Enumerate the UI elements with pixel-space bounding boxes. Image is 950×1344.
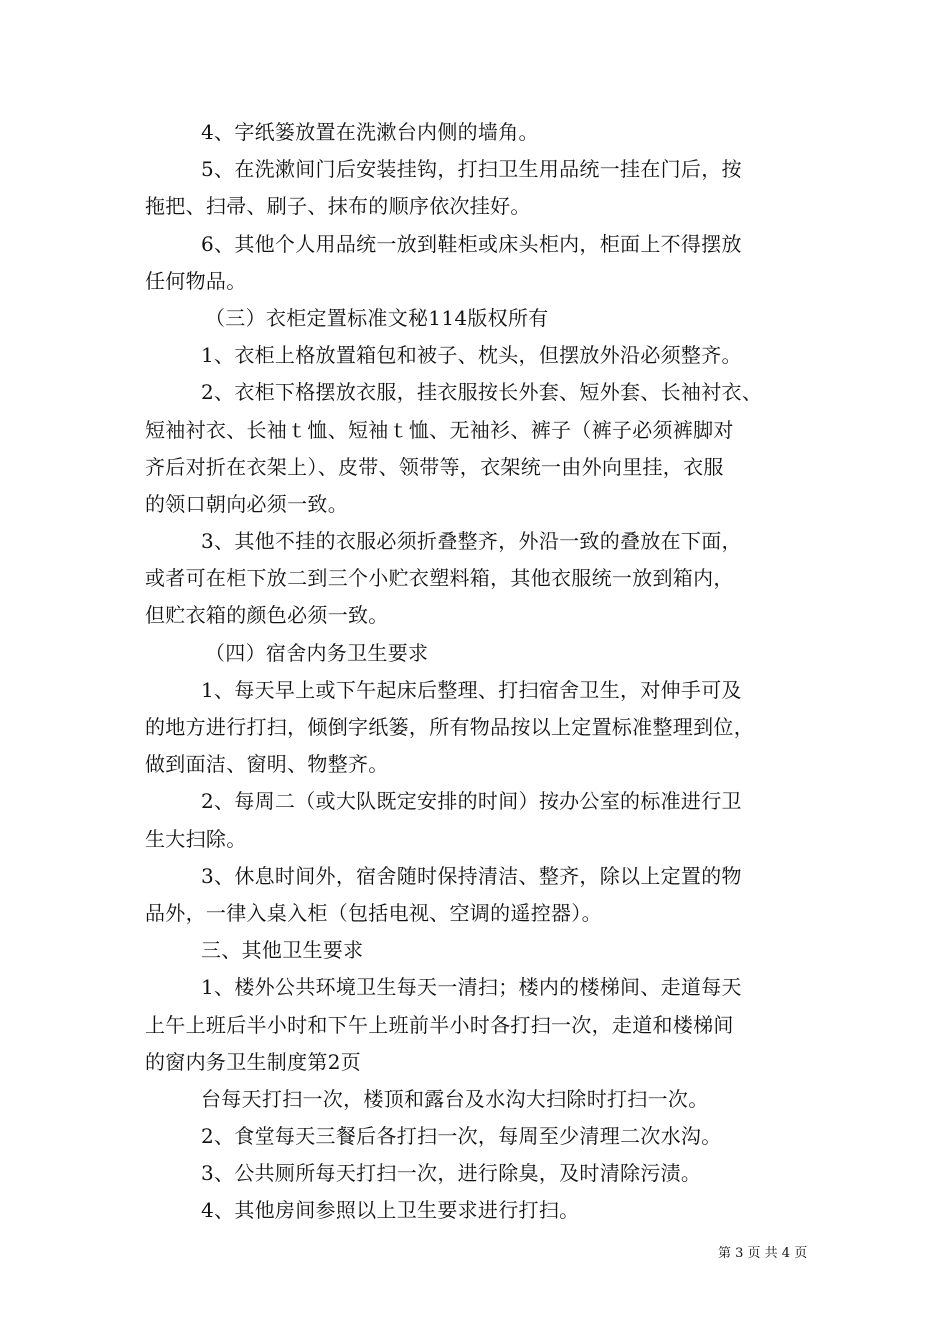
paragraph-line: 短袖衬衣、长袖ｔ恤、短袖ｔ恤、无袖衫、裤子（裤子必须裤脚对: [145, 417, 734, 442]
paragraph-line: 拖把、扫帚、刷子、抹布的顺序依次挂好。: [145, 194, 531, 219]
section-heading: （三）衣柜定置标准文秘114版权所有: [205, 305, 549, 330]
paragraph-line: 4、字纸篓放置在洗漱台内侧的墙角。: [201, 120, 539, 144]
paragraph-line: 1、每天早上或下午起床后整理、打扫宿舍卫生，对伸手可及: [201, 677, 742, 702]
paragraph-line: 4、其他房间参照以上卫生要求进行打扫。: [201, 1198, 580, 1223]
section-heading: （四）宿舍内务卫生要求: [205, 640, 429, 665]
paragraph-line: 1、衣柜上格放置箱包和被子、枕头，但摆放外沿必须整齐。: [201, 343, 742, 368]
paragraph-line: 但贮衣箱的颜色必须一致。: [145, 603, 389, 628]
paragraph-line: 3、公共厕所每天打扫一次，进行除臭，及时清除污渍。: [201, 1161, 702, 1186]
paragraph-line: 齐后对折在衣架上）、皮带、领带等，衣架统一由外向里挂，衣服: [145, 454, 724, 479]
section-heading: 三、其他卫生要求: [201, 938, 364, 963]
paragraph-line: 的领口朝向必须一致。: [145, 491, 348, 516]
paragraph-line: 或者可在柜下放二到三个小贮衣塑料箱，其他衣服统一放到箱内，: [145, 566, 734, 591]
document-body: [145, 114, 810, 1230]
page-number-footer: 第 3 页 共 4 页: [718, 1246, 808, 1261]
paragraph-line: 做到面洁、窗明、物整齐。: [145, 752, 389, 777]
paragraph-line: 生大扫除。: [145, 826, 247, 851]
paragraph-line: 1、楼外公共环境卫生每天一清扫；楼内的楼梯间、走道每天: [201, 975, 742, 1000]
paragraph-line: 台每天打扫一次，楼顶和露台及水沟大扫除时打扫一次。: [201, 1086, 709, 1111]
paragraph-line: 2、食堂每天三餐后各打扫一次，每周至少清理二次水沟。: [201, 1124, 722, 1149]
paragraph-line: 任何物品。: [145, 268, 247, 293]
paragraph-line: 6、其他个人用品统一放到鞋柜或床头柜内，柜面上不得摆放: [201, 231, 742, 256]
paragraph-line: 3、其他不挂的衣服必须折叠整齐，外沿一致的叠放在下面，: [201, 529, 742, 554]
paragraph-line: 2、衣柜下格摆放衣服，挂衣服按长外套、短外套、长袖衬衣、: [201, 380, 763, 405]
paragraph-line: 的地方进行打扫，倾倒字纸篓，所有物品按以上定置标准整理到位，: [145, 715, 754, 739]
paragraph-line: 上午上班后半小时和下午上班前半小时各打扫一次，走道和楼梯间: [145, 1012, 734, 1037]
paragraph-line: 的窗内务卫生制度第2页: [145, 1049, 362, 1074]
paragraph-line: 2、每周二（或大队既定安排的时间）按办公室的标准进行卫: [201, 789, 742, 814]
paragraph-line: 品外，一律入桌入柜（包括电视、空调的遥控器）。: [145, 900, 602, 925]
paragraph-line: 5、在洗漱间门后安装挂钩，打扫卫生用品统一挂在门后，按: [201, 157, 742, 182]
paragraph-line: 3、休息时间外，宿舍随时保持清洁、整齐，除以上定置的物: [201, 863, 742, 888]
